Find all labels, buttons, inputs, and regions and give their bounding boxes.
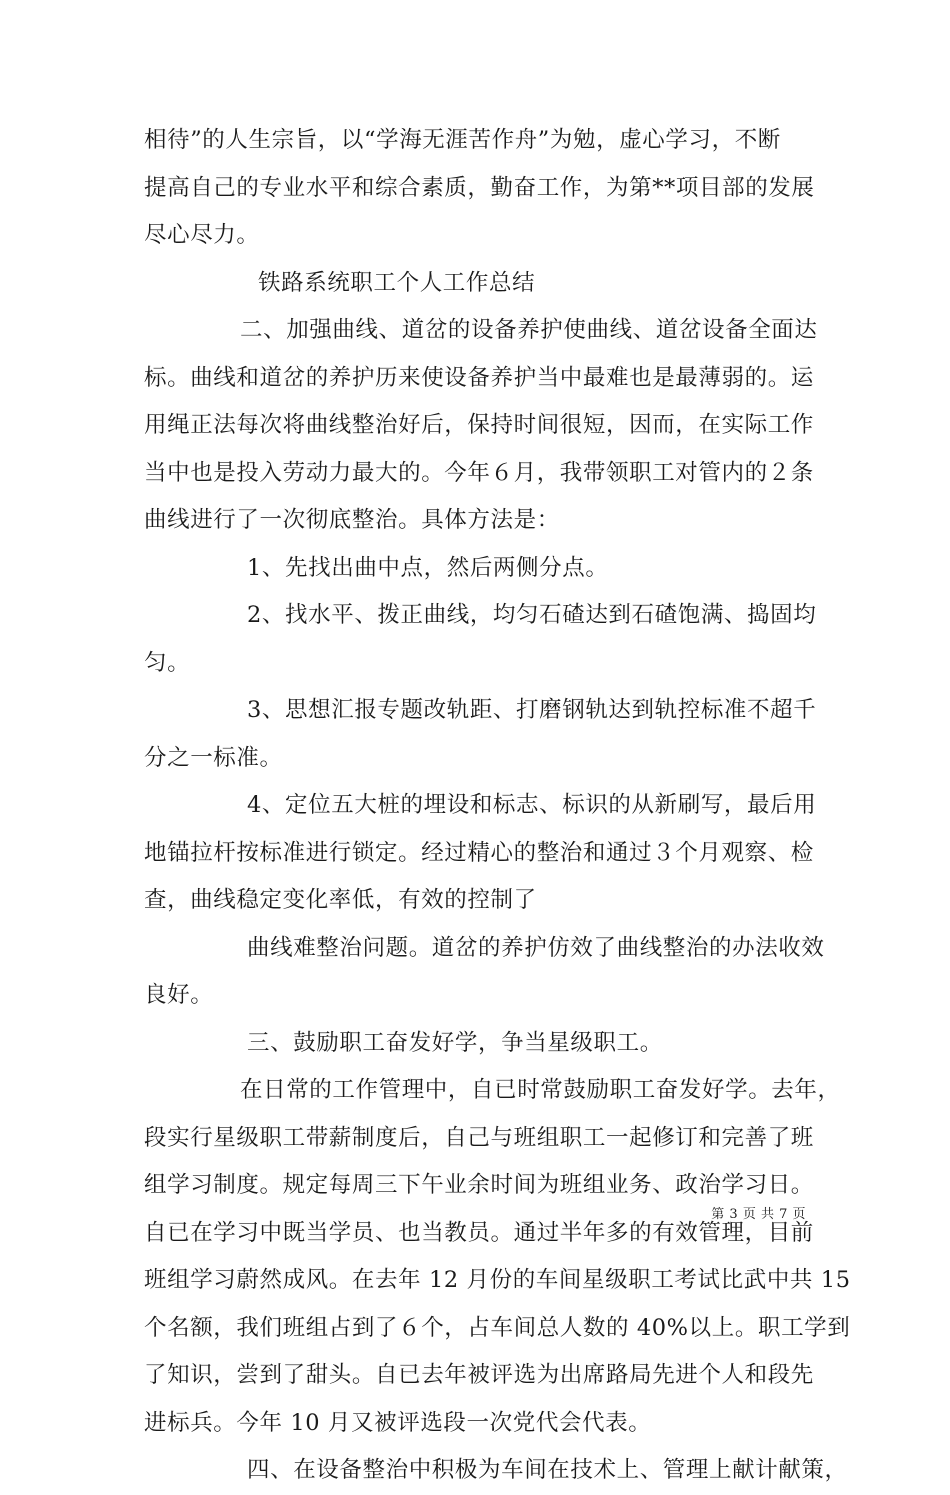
text-line: 进标兵。今年 10 月又被评选段一次党代会代表。 xyxy=(144,1409,652,1436)
text-line: 段实行星级职工带薪制度后，自己与班组职工一起修订和完善了班 xyxy=(144,1124,814,1151)
body-text xyxy=(144,117,851,1495)
section-heading: 三、鼓励职工奋发好学，争当星级职工。 xyxy=(247,1029,663,1056)
paragraph-start: 二、加强曲线、道岔的设备养护使曲线、道岔设备全面达 xyxy=(240,317,818,343)
text-line: 提高自己的专业水平和综合素质，勤奋工作，为第**项目部的发展 xyxy=(144,174,815,201)
text-line: 相待”的人生宗旨，以“学海无涯苦作舟”为勉，虚心学习，不断 xyxy=(144,127,781,153)
section-heading: 四、在设备整治中积极为车间在技术上、管理上献计献策， xyxy=(247,1457,848,1483)
paragraph-start: 曲线难整治问题。道岔的养护仿效了曲线整治的办法收效 xyxy=(247,934,825,961)
text-line: 曲线进行了一次彻底整治。具体方法是： xyxy=(144,507,560,533)
section-title: 铁路系统职工个人工作总结 xyxy=(258,269,536,296)
text-line: 尽心尽力。 xyxy=(144,222,260,248)
text-line: 分之一标准。 xyxy=(144,744,283,771)
text-line: 自已在学习中既当学员、也当教员。通过半年多的有效管理，目前 xyxy=(144,1219,814,1246)
text-line: 地锚拉杆按标准进行锁定。经过精心的整治和通过３个月观察、检 xyxy=(144,839,814,866)
page-number-footer: 第 3 页 共 7 页 xyxy=(711,1207,806,1222)
text-line: 标。曲线和道岔的养护历来使设备养护当中最难也是最薄弱的。运 xyxy=(144,364,814,391)
list-item: 1、先找出曲中点，然后两侧分点。 xyxy=(247,554,609,581)
list-item: 3、思想汇报专题改轨距、打磨钢轨达到轨控标准不超千 xyxy=(247,697,817,723)
text-line: 查，曲线稳定变化率低，有效的控制了 xyxy=(144,887,537,913)
list-item: 4、定位五大桩的埋设和标志、标识的从新刷写，最后用 xyxy=(247,792,817,818)
paragraph-start: 在日常的工作管理中，自已时常鼓励职工奋发好学。去年， xyxy=(240,1077,841,1103)
text-line: 了知识，尝到了甜头。自已去年被评选为出席路局先进个人和段先 xyxy=(144,1362,814,1388)
text-line: 匀。 xyxy=(144,649,191,676)
list-item: 2、找水平、拨正曲线，均匀石碴达到石碴饱满、捣固均 xyxy=(247,602,817,628)
text-line: 组学习制度。规定每周三下午业余时间为班组业务、政治学习日。 xyxy=(144,1172,814,1198)
text-line: 当中也是投入劳动力最大的。今年６月，我带领职工对管内的２条 xyxy=(144,459,814,486)
text-line: 个名额，我们班组占到了６个，占车间总人数的 40%以上。职工学到 xyxy=(144,1314,851,1341)
text-line: 用绳正法每次将曲线整治好后，保持时间很短，因而，在实际工作 xyxy=(144,412,814,438)
text-line: 班组学习蔚然成风。在去年 12 月份的车间星级职工考试比武中共 15 xyxy=(144,1267,851,1293)
text-line: 良好。 xyxy=(144,982,214,1008)
